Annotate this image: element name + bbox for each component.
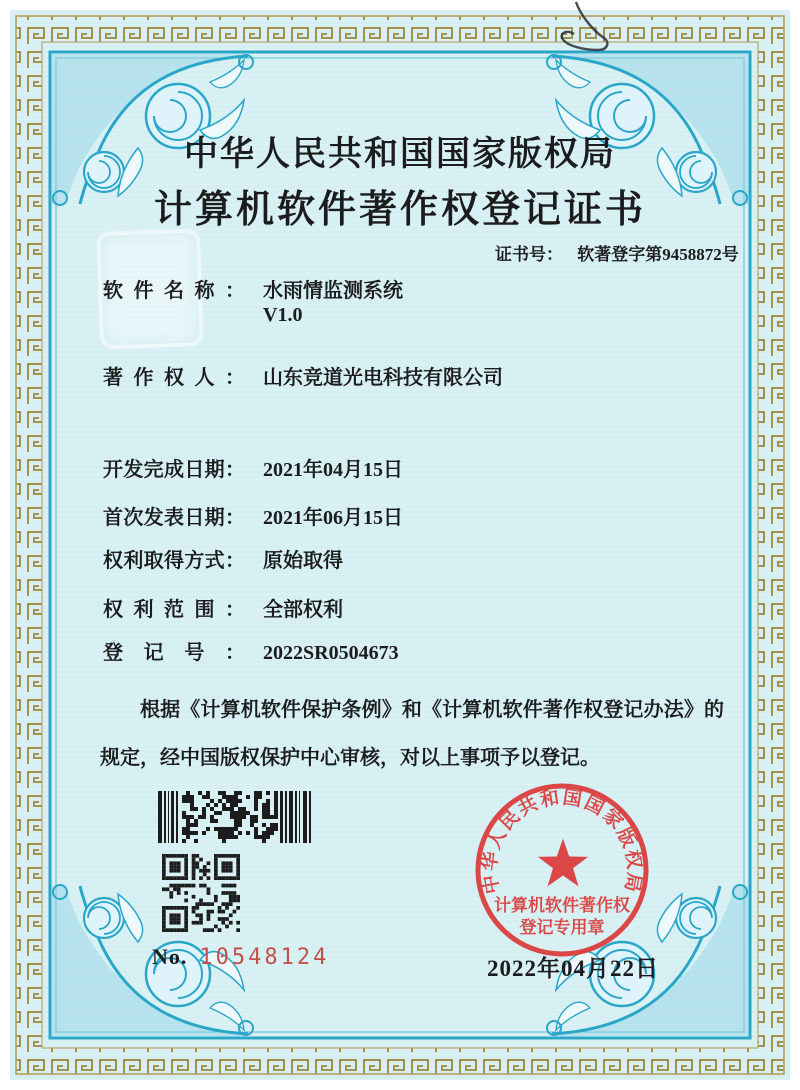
serial-number-value: 10548124	[199, 945, 330, 970]
field-value: 原始取得	[263, 550, 343, 572]
field-label: 首次发表日期：	[103, 507, 245, 529]
serial-number-line	[152, 944, 329, 970]
certificate-number-label: 证书号：	[495, 245, 563, 264]
certificate-number-value: 软著登字第9458872号	[577, 245, 739, 264]
certificate-title: 计算机软件著作权登记证书	[153, 189, 646, 231]
qr-code	[162, 854, 240, 932]
field-row-software-name	[103, 274, 403, 303]
certificate-number-line	[495, 240, 739, 265]
seal-line2: 登记专用章	[519, 918, 605, 937]
seal-arc-text: 中华人民共和国国家版权局	[479, 787, 645, 896]
field-row-copyright-owner	[103, 361, 503, 390]
issuer-title: 中华人民共和国国家版权局	[184, 136, 616, 173]
field-label: 权利取得方式：	[103, 550, 245, 572]
seal-line1: 计算机软件著作权	[494, 896, 630, 915]
official-seal	[460, 768, 670, 978]
field-value: 水雨情监测系统	[263, 280, 403, 302]
field-row-rights-acquisition	[103, 544, 343, 573]
serial-number-label: No.	[152, 944, 188, 969]
field-value: 2021年06月15日	[263, 507, 403, 529]
field-row-first-publish-date	[103, 501, 403, 530]
field-value: 2021年04月15日	[263, 459, 403, 481]
field-label: 权利范围：	[103, 599, 245, 621]
field-value: 全部权利	[263, 599, 343, 621]
svg-text:中华人民共和国国家版权局	[477, 786, 646, 895]
field-value-version: V1.0	[263, 304, 303, 326]
field-row-dev-complete-date	[103, 453, 403, 482]
field-value: 山东竞道光电科技有限公司	[263, 367, 503, 389]
field-label: 登记号：	[103, 642, 245, 664]
issue-date: 2022年04月22日	[487, 956, 659, 981]
field-row-registration-number	[103, 636, 399, 665]
field-label: 著作权人：	[103, 367, 245, 389]
barcode	[158, 790, 314, 844]
field-row-rights-scope	[103, 593, 343, 622]
field-value: 2022SR0504673	[263, 642, 399, 664]
field-label: 软件名称：	[103, 280, 245, 302]
field-label: 开发完成日期：	[103, 459, 245, 481]
star-icon	[538, 839, 588, 887]
registration-statement: 根据《计算机软件保护条例》和《计算机软件著作权登记办法》的规定，经中国版权保护中心审核，对以上事项予以登记。	[100, 699, 724, 769]
